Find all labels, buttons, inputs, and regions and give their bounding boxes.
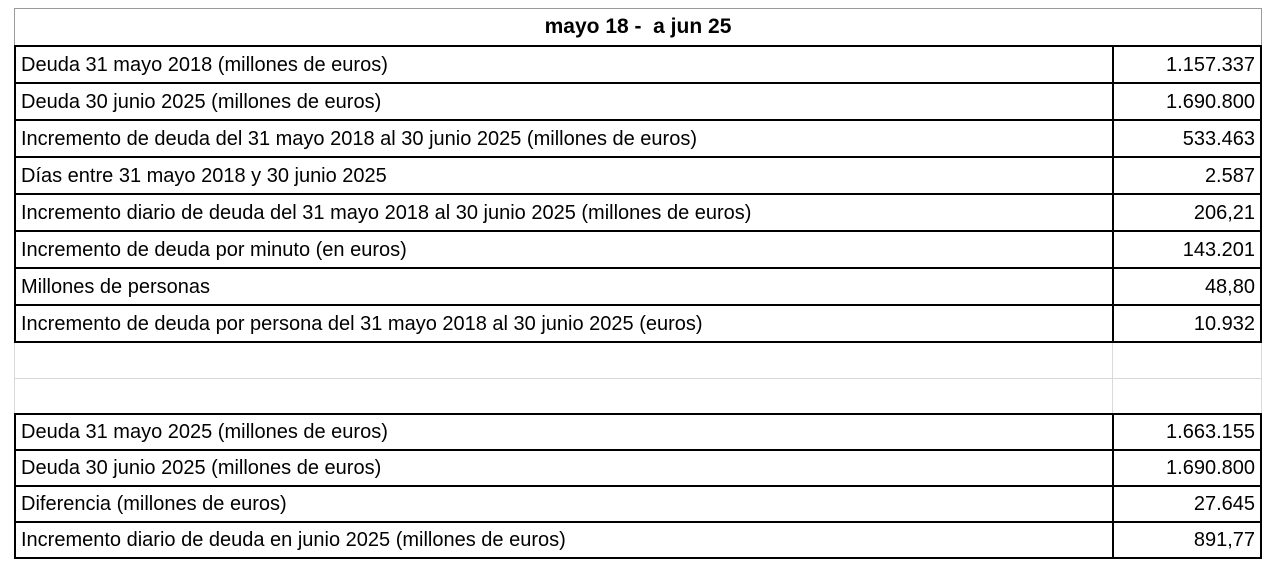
row-label: Incremento de deuda por minuto (en euros) xyxy=(21,238,407,261)
row-value: 1.690.800 xyxy=(1166,90,1255,113)
row-value-cell[interactable] xyxy=(1114,306,1260,341)
row-label-cell[interactable] xyxy=(16,84,1114,119)
table-row xyxy=(16,230,1260,267)
title-cell[interactable] xyxy=(14,8,1262,45)
row-value: 1.690.800 xyxy=(1166,457,1255,479)
table-row xyxy=(16,415,1260,449)
table-row xyxy=(16,485,1260,521)
sheet-title: mayo 18 - a jun 25 xyxy=(544,15,732,38)
row-value: 1.157.337 xyxy=(1166,53,1255,76)
row-label-cell[interactable] xyxy=(16,232,1114,267)
row-value: 206,21 xyxy=(1193,201,1255,224)
table-row xyxy=(16,156,1260,193)
row-value: 1.663.155 xyxy=(1166,421,1255,443)
row-label: Incremento de deuda del 31 mayo 2018 al 30 junio 2025 (millones de euros) xyxy=(21,127,697,150)
empty-row xyxy=(15,379,1261,413)
row-label-cell[interactable] xyxy=(16,523,1114,557)
row-value: 2.587 xyxy=(1204,164,1255,187)
table-row xyxy=(16,267,1260,304)
row-value-cell[interactable] xyxy=(1114,415,1260,449)
row-value-cell[interactable] xyxy=(1114,232,1260,267)
empty-cell[interactable] xyxy=(1113,343,1261,378)
row-value-cell[interactable] xyxy=(1114,195,1260,230)
table-row xyxy=(16,521,1260,557)
table-row xyxy=(16,449,1260,485)
june-2025-table xyxy=(14,413,1262,559)
row-label-cell[interactable] xyxy=(16,306,1114,341)
row-value-cell[interactable] xyxy=(1114,269,1260,304)
row-label: Deuda 30 junio 2025 (millones de euros) xyxy=(21,457,382,479)
row-value: 10.932 xyxy=(1193,312,1255,335)
debt-summary-table xyxy=(14,45,1262,343)
table-row xyxy=(16,193,1260,230)
row-value-cell[interactable] xyxy=(1114,47,1260,82)
row-value: 143.201 xyxy=(1182,238,1255,261)
row-label: Deuda 31 mayo 2025 (millones de euros) xyxy=(21,421,388,443)
row-value-cell[interactable] xyxy=(1114,121,1260,156)
empty-cell[interactable] xyxy=(1113,379,1261,413)
empty-spreadsheet-rows xyxy=(14,343,1262,413)
row-label-cell[interactable] xyxy=(16,158,1114,193)
row-label-cell[interactable] xyxy=(16,451,1114,485)
table-row xyxy=(16,82,1260,119)
row-label-cell[interactable] xyxy=(16,415,1114,449)
row-value: 48,80 xyxy=(1204,275,1255,298)
row-value: 533.463 xyxy=(1182,127,1255,150)
table-row xyxy=(16,304,1260,341)
row-label-cell[interactable] xyxy=(16,269,1114,304)
row-value-cell[interactable] xyxy=(1114,487,1260,521)
sheet-area xyxy=(14,8,1262,559)
row-label-cell[interactable] xyxy=(16,487,1114,521)
row-label: Incremento diario de deuda del 31 mayo 2018 al 30 junio 2025 (millones de euros) xyxy=(21,201,752,224)
row-label: Días entre 31 mayo 2018 y 30 junio 2025 xyxy=(21,164,387,187)
row-value: 891,77 xyxy=(1193,529,1255,551)
row-label-cell[interactable] xyxy=(16,195,1114,230)
row-label: Deuda 30 junio 2025 (millones de euros) xyxy=(21,90,382,113)
row-value-cell[interactable] xyxy=(1114,158,1260,193)
table-row xyxy=(16,47,1260,82)
row-label-cell[interactable] xyxy=(16,121,1114,156)
row-value: 27.645 xyxy=(1193,493,1255,515)
row-label-cell[interactable] xyxy=(16,47,1114,82)
row-label: Deuda 31 mayo 2018 (millones de euros) xyxy=(21,53,388,76)
empty-cell[interactable] xyxy=(15,379,1113,413)
row-label: Diferencia (millones de euros) xyxy=(21,493,287,515)
empty-cell[interactable] xyxy=(15,343,1113,378)
row-value-cell[interactable] xyxy=(1114,84,1260,119)
table-row xyxy=(16,119,1260,156)
empty-row xyxy=(15,343,1261,379)
row-value-cell[interactable] xyxy=(1114,451,1260,485)
row-value-cell[interactable] xyxy=(1114,523,1260,557)
row-label: Incremento diario de deuda en junio 2025 (millones de euros) xyxy=(21,529,566,551)
row-label: Millones de personas xyxy=(21,275,210,298)
row-label: Incremento de deuda por persona del 31 mayo 2018 al 30 junio 2025 (euros) xyxy=(21,312,703,335)
